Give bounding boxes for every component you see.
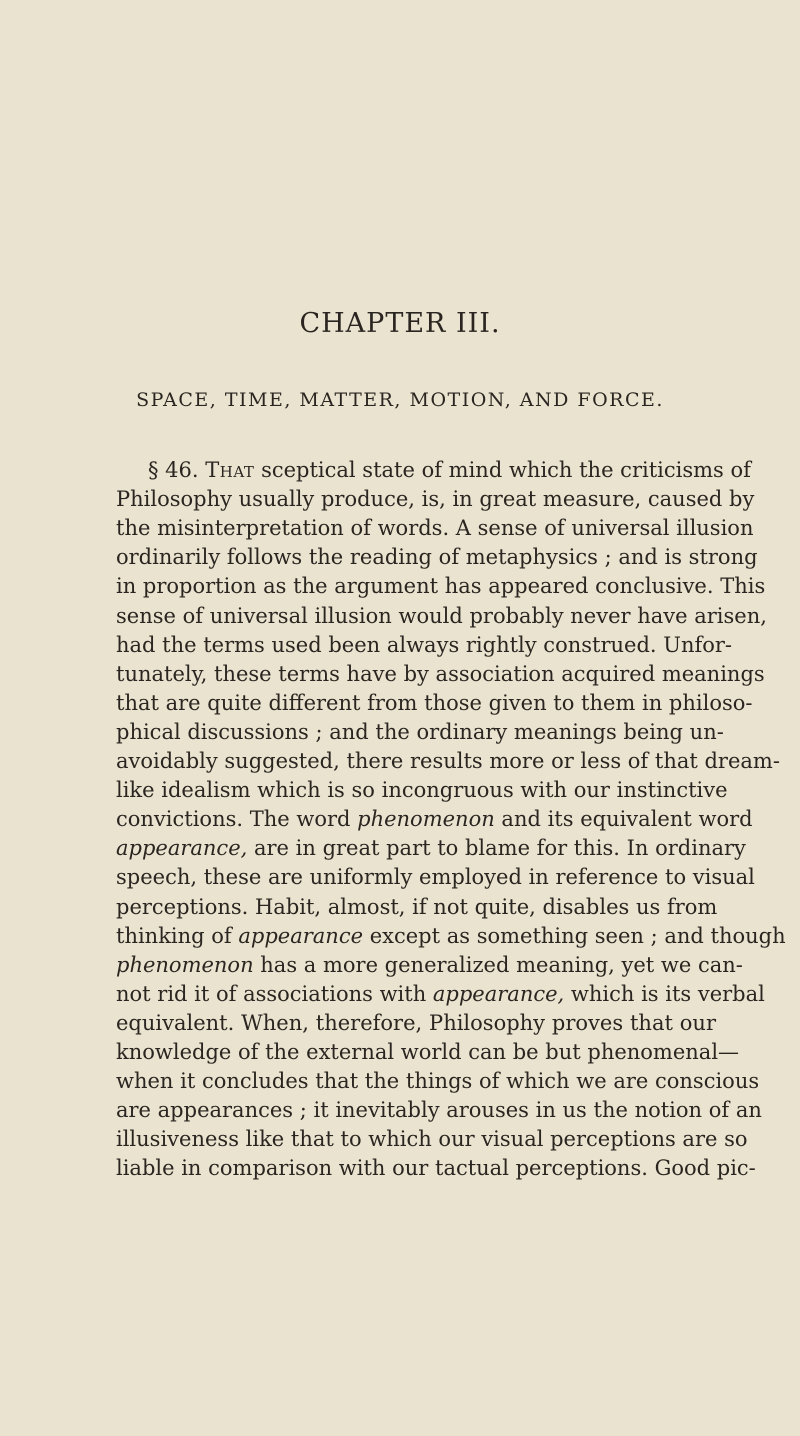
text-line	[116, 1096, 762, 1125]
text-run: except as something seen ; and though	[363, 923, 786, 948]
text-run: perceptions. Habit, almost, if not quite, disables us from	[116, 894, 718, 919]
text-line	[116, 951, 743, 980]
text-line	[116, 893, 716, 922]
text-run: Philosophy usually produce, is, in great measure, caused by	[116, 487, 755, 512]
text-line	[116, 514, 754, 543]
chapter-heading: CHAPTER III.	[299, 308, 501, 339]
chapter-subtitle: SPACE, TIME, MATTER, MOTION, AND FORCE.	[136, 389, 664, 411]
text-run: liable in comparison with our tactual perceptions. Good pic-	[116, 1156, 756, 1181]
text-run: which is its verbal	[564, 981, 765, 1006]
text-line	[116, 834, 746, 863]
text-line	[116, 572, 766, 601]
text-run: sense of universal illusion would probably never have arisen,	[116, 603, 767, 628]
text-line	[116, 660, 765, 689]
text-line	[116, 776, 728, 805]
text-run: speech, these are uniformly employed in reference to visual	[116, 865, 755, 890]
text-run: illusiveness like that to which our visual perceptions are so	[116, 1127, 748, 1152]
lead-word: That	[205, 458, 255, 482]
text-run: are appearances ; it inevitably arouses in us the notion of an	[116, 1098, 762, 1123]
text-line	[148, 456, 751, 485]
text-run: when it concludes that the things of which we are conscious	[116, 1069, 760, 1094]
italic-term: phenomenon	[116, 952, 254, 977]
text-run: phical discussions ; and the ordinary meanings being un-	[116, 719, 724, 744]
text-run: tunately, these terms have by association acquired meanings	[116, 661, 765, 686]
text-line	[116, 631, 733, 660]
italic-term: appearance,	[432, 981, 565, 1006]
italic-term: appearance,	[116, 836, 248, 861]
text-line	[116, 543, 758, 572]
text-run: not rid it of associations with	[116, 981, 433, 1006]
text-run: are in great part to blame for this. In ordinary	[247, 836, 746, 861]
italic-term: phenomenon	[357, 807, 495, 832]
text-line	[116, 485, 755, 514]
text-run: thinking of	[116, 923, 239, 948]
text-line	[116, 747, 780, 776]
text-line	[116, 863, 755, 892]
text-line	[116, 980, 765, 1009]
text-run: the misinterpretation of words. A sense of universal illusion	[116, 516, 754, 541]
text-line	[116, 602, 767, 631]
text-run: and its equivalent word	[494, 807, 753, 832]
text-line	[116, 1009, 716, 1038]
text-run: that are quite different from those given to them in philoso-	[116, 690, 753, 715]
text-run: convictions. The word	[116, 807, 358, 832]
text-run: sceptical state of mind which the criticisms of	[261, 458, 751, 482]
text-line	[116, 689, 753, 718]
italic-term: appearance	[238, 923, 364, 948]
text-line	[116, 1154, 756, 1183]
text-run: had the terms used been always rightly construed. Unfor-	[116, 632, 733, 657]
text-line	[116, 922, 786, 951]
text-run: like idealism which is so incongruous with our instinctive	[116, 778, 728, 803]
text-run: equivalent. When, therefore, Philosophy proves that our	[116, 1010, 716, 1035]
text-run: in proportion as the argument has appeared conclusive. This	[116, 574, 766, 599]
text-run: ordinarily follows the reading of metaphysics ; and is strong	[116, 545, 758, 570]
text-run: avoidably suggested, there results more or less of that dream-	[116, 749, 780, 773]
text-line	[116, 1125, 748, 1154]
text-line	[116, 1067, 760, 1096]
text-line	[116, 805, 753, 834]
text-line	[116, 718, 724, 747]
section-mark: § 46.	[148, 458, 199, 482]
text-run: has a more generalized meaning, yet we can-	[253, 952, 743, 977]
text-line	[116, 1038, 740, 1067]
text-run: knowledge of the external world can be but phenomenal—	[116, 1040, 740, 1064]
